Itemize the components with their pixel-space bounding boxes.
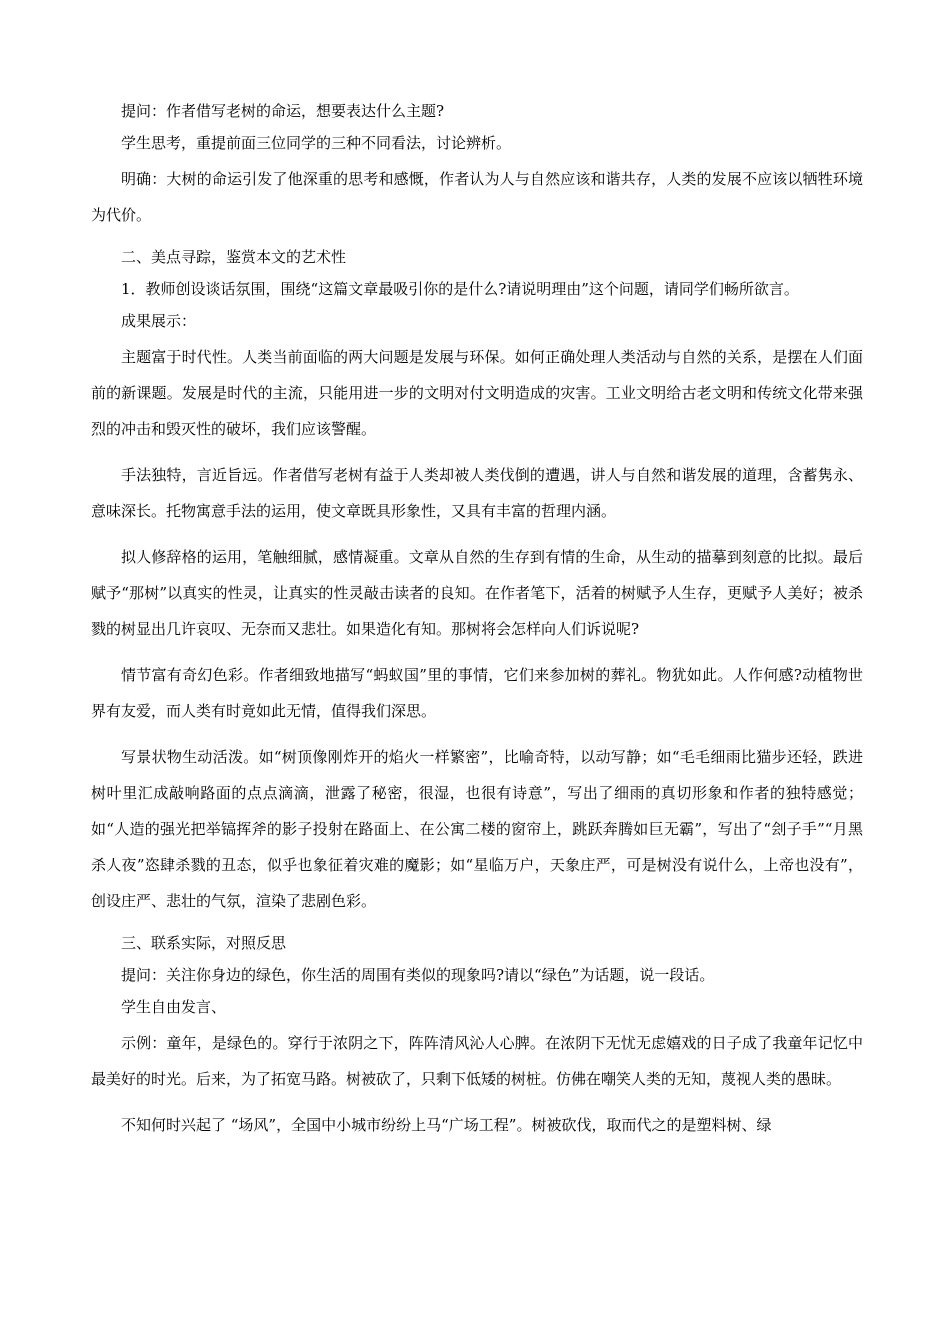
paragraph-square-trend: 不知何时兴起了 “场风”，全国中小城市纷纷上马“广场工程”。树被砍伐，取而代之的是塑料树、绿 xyxy=(121,1116,772,1134)
section-heading-3: 三、联系实际，对照反思 xyxy=(121,934,287,952)
paragraph-theme-timeliness: 主题富于时代性。人类当前面临的两大问题是发展与环保。如何正确处理人类活动与自然的关系，是摆在人们面前的新课题。发展是时代的主流，只能用进一步的文明对付文明造成的灾害。工业文明给古老文明和传统文化带来强烈的冲击和毁灭性的破坏，我们应该警醒。 xyxy=(91,348,863,438)
document-body xyxy=(91,97,863,1153)
paragraph-clarification: 明确：大树的命运引发了他深重的思考和感慨，作者认为人与自然应该和谐共存，人类的发展不应该以牺牲环境为代价。 xyxy=(91,170,863,224)
paragraph-scenery-description: 写景状物生动活泼。如“树顶像刚炸开的焰火一样繁密”，比喻奇特，以动写静；如“毛毛细雨比猫步还轻，跌进树叶里汇成敲响路面的点点滴滴，泄露了秘密，很湿，也很有诗意”，写出了细雨的真切形象和作者的独特感觉；如“人造的强光把举镐挥斧的影子投射在路面上、在公寓二楼的窗帘上，跳跃奔腾如巨无霸”，写出了“刽子手”“月黑杀人夜”恣肆杀戮的丑态，似乎也象征着灾难的魔影；如“星临万户，天象庄严，可是树没有说什么，上帝也没有”，创设庄严、悲壮的气氛，渲染了悲剧色彩。 xyxy=(91,748,863,910)
section-heading-2: 二、美点寻踪，鉴赏本文的艺术性 xyxy=(121,248,347,266)
paragraph-example-childhood: 示例：童年，是绿色的。穿行于浓阴之下，阵阵清风沁人心脾。在浓阴下无忧无虑嬉戏的日子成了我童年记忆中最美好的时光。后来，为了拓宽马路。树被砍了，只剩下低矮的树桩。仿佛在嘲笑人类的无知，蔑视人类的愚昧。 xyxy=(91,1034,863,1088)
paragraph-student-thinking: 学生思考，重提前面三位同学的三种不同看法，讨论辨析。 xyxy=(121,134,512,152)
paragraph-personification: 拟人修辞格的运用，笔触细腻，感情凝重。文章从自然的生存到有情的生命，从生动的描摹到刻意的比拟。最后赋予“那树”以真实的性灵，让真实的性灵敲击读者的良知。在作者笔下，活着的树赋予人生存，更赋予人美好；被杀戮的树显出几许哀叹、无奈而又悲壮。如果造化有知。那树将会怎样向人们诉说呢? xyxy=(91,548,863,638)
paragraph-unique-technique: 手法独特，言近旨远。作者借写老树有益于人类却被人类伐倒的遭遇，讲人与自然和谐发展的道理，含蓄隽永、意味深长。托物寓意手法的运用，使文章既具形象性，又具有丰富的哲理内涵。 xyxy=(91,466,863,520)
paragraph-question-green: 提问：关注你身边的绿色，你生活的周围有类似的现象吗?请以“绿色”为话题，说一段话。 xyxy=(121,966,715,984)
paragraph-fantasy-plot: 情节富有奇幻色彩。作者细致地描写“蚂蚁国”里的事情，它们来参加树的葬礼。物犹如此。人作何感?动植物世界有友爱，而人类有时竟如此无情，值得我们深思。 xyxy=(91,666,863,720)
paragraph-results-label: 成果展示： xyxy=(121,312,197,330)
paragraph-teacher-discussion: 1．教师创设谈话氛围，围绕“这篇文章最吸引你的是什么?请说明理由”这个问题，请同学们畅所欲言。 xyxy=(121,280,799,298)
paragraph-free-speech: 学生自由发言、 xyxy=(121,998,227,1016)
paragraph-question-theme: 提问：作者借写老树的命运，想要表达什么主题? xyxy=(121,102,445,120)
